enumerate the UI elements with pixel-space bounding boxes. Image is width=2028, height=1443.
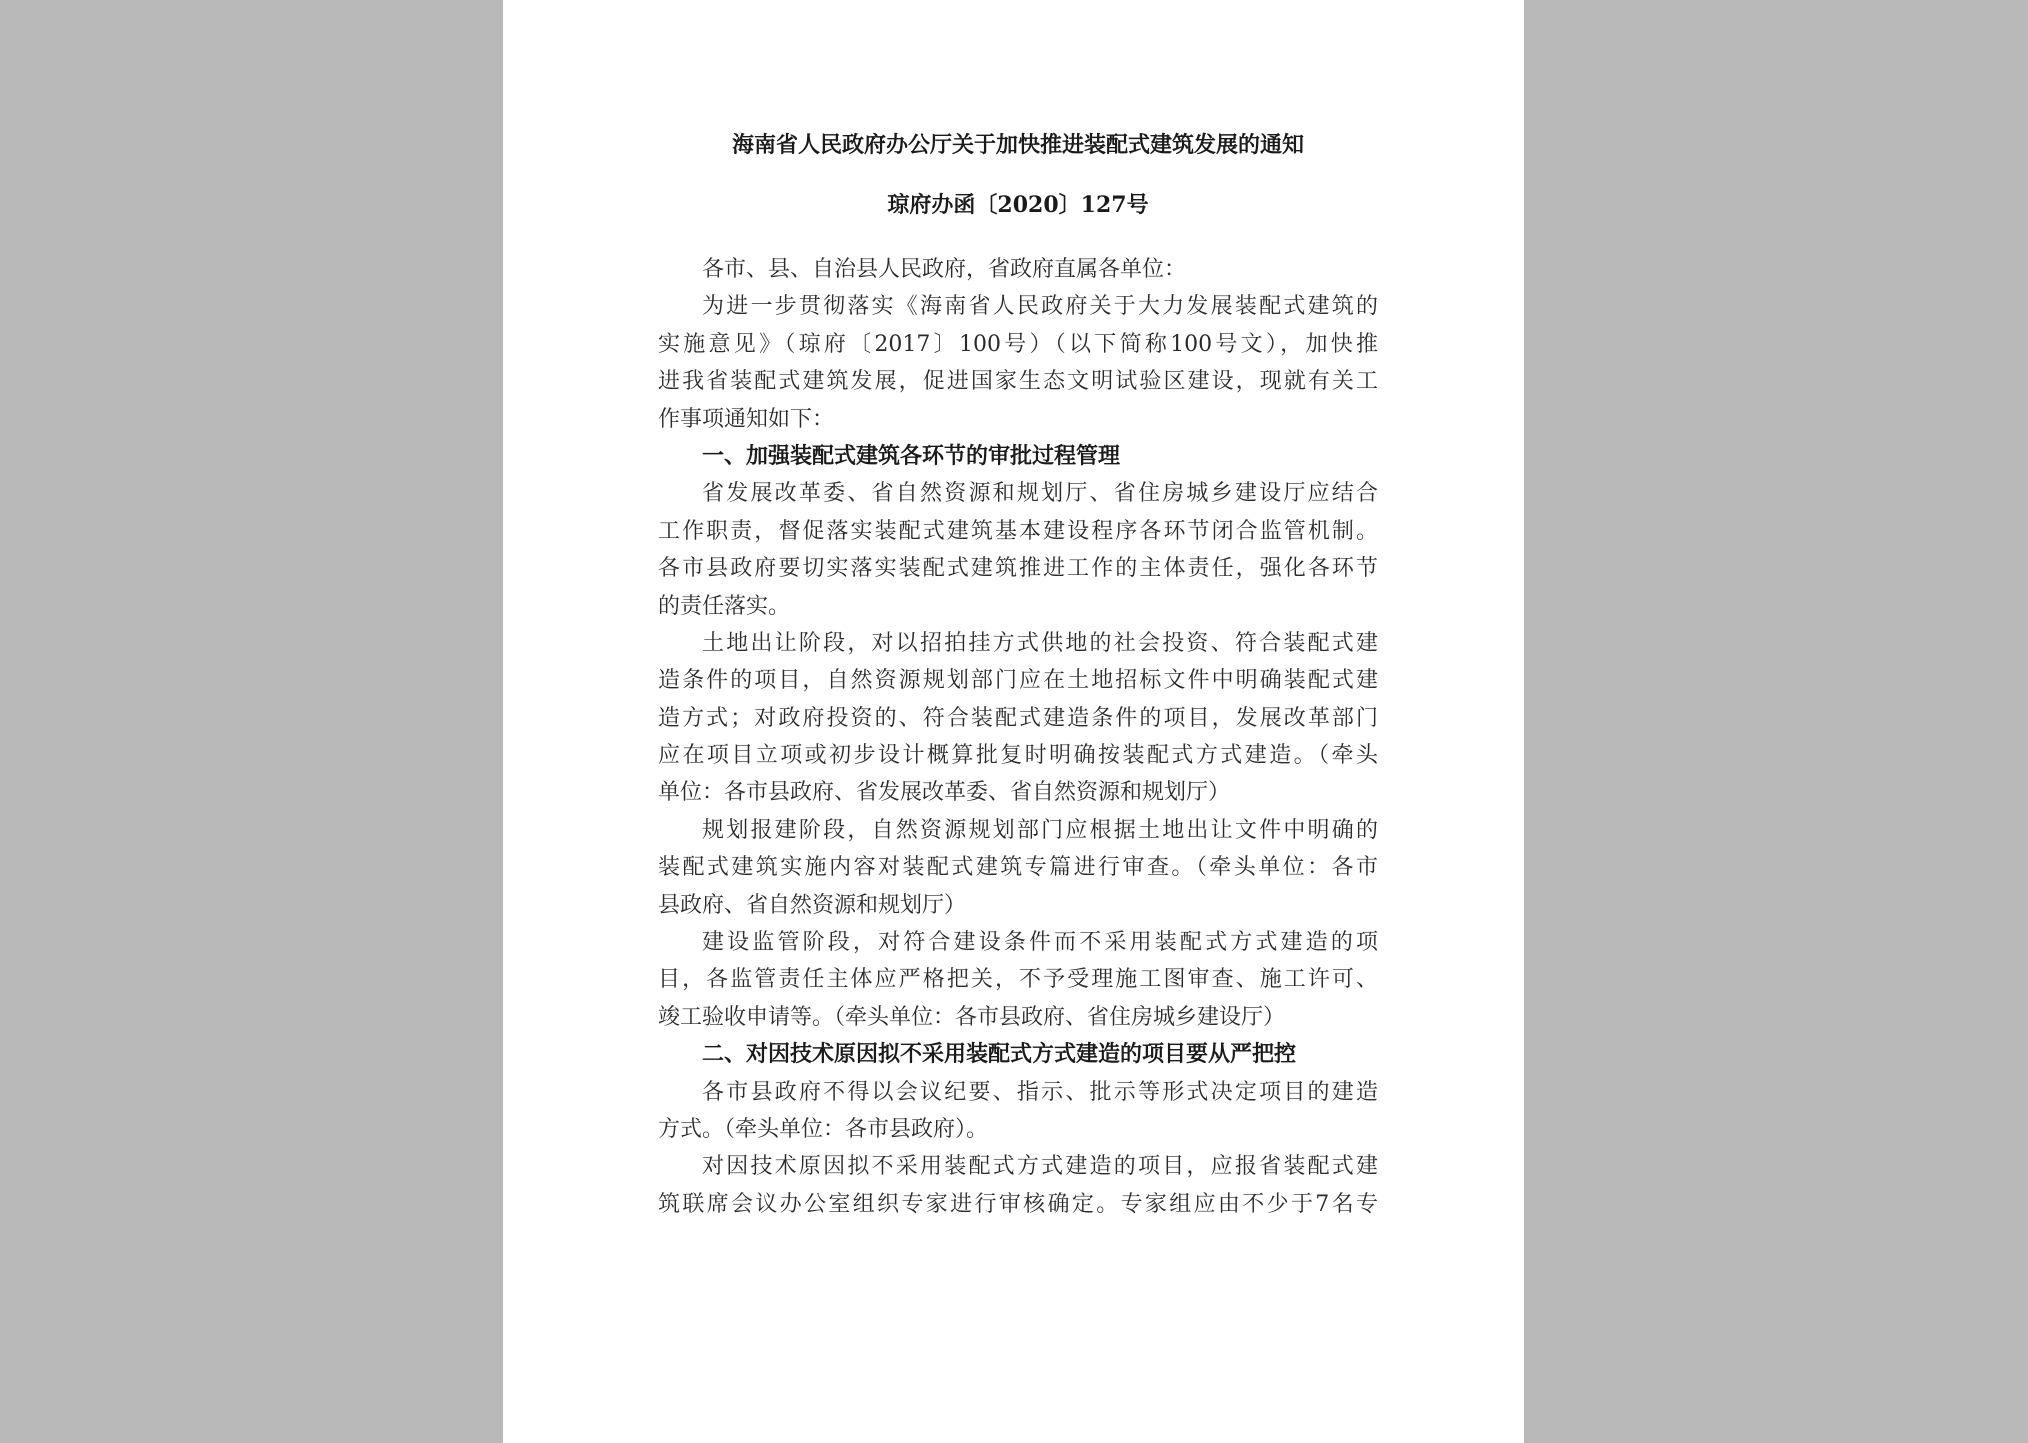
text-line: 作事项通知如下： xyxy=(658,406,835,432)
text-line: 土地出让阶段，对以招拍挂方式供地的社会投资、符合装配式建 xyxy=(702,630,1378,656)
document-page xyxy=(503,0,1524,1443)
text-line: 为进一步贯彻落实《海南省人民政府关于大力发展装配式建筑的 xyxy=(702,294,1378,320)
document-number: 琼府办函〔2020〕127号 xyxy=(887,192,1149,218)
text-line: 装配式建筑实施内容对装配式建筑专篇进行审查。（牵头单位：各市 xyxy=(658,855,1378,881)
text-line: 省发展改革委、省自然资源和规划厅、省住房城乡建设厅应结合 xyxy=(702,481,1378,507)
document-title: 海南省人民政府办公厅关于加快推进装配式建筑发展的通知 xyxy=(731,132,1304,158)
text-line: 建设监管阶段，对符合建设条件而不采用装配式方式建造的项 xyxy=(702,930,1378,956)
text-line: 各市县政府要切实落实装配式建筑推进工作的主体责任，强化各环节 xyxy=(658,556,1378,582)
text-line: 造方式；对政府投资的、符合装配式建造条件的项目，发展改革部门 xyxy=(658,705,1378,731)
text-line: 各市县政府不得以会议纪要、指示、批示等形式决定项目的建造 xyxy=(702,1079,1378,1105)
text-line: 方式。（牵头单位：各市县政府）。 xyxy=(658,1116,989,1142)
document-body xyxy=(658,251,1378,1223)
text-line: 单位：各市县政府、省发展改革委、省自然资源和规划厅） xyxy=(658,780,1231,806)
text-line: 的责任落实。 xyxy=(658,593,791,619)
section-heading: 一、加强装配式建筑各环节的审批过程管理 xyxy=(702,442,1121,469)
text-line: 进我省装配式建筑发展，促进国家生态文明试验区建设，现就有关工 xyxy=(658,369,1378,395)
text-line: 目，各监管责任主体应严格把关，不予受理施工图审查、施工许可、 xyxy=(658,967,1378,993)
text-line: 工作职责，督促落实装配式建筑基本建设程序各环节闭合监管机制。 xyxy=(658,518,1378,544)
text-line: 筑联席会议办公室组织专家进行审核确定。专家组应由不少于7名专 xyxy=(658,1191,1378,1217)
text-line: 各市、县、自治县人民政府，省政府直属各单位： xyxy=(702,257,1187,282)
text-line: 竣工验收申请等。（牵头单位：各市县政府、省住房城乡建设厅） xyxy=(658,1004,1286,1030)
text-line: 造条件的项目，自然资源规划部门应在土地招标文件中明确装配式建 xyxy=(658,668,1378,694)
page-content xyxy=(658,125,1378,1223)
section-heading: 二、对因技术原因拟不采用装配式方式建造的项目要从严把控 xyxy=(702,1041,1297,1068)
text-line: 县政府、省自然资源和规划厅） xyxy=(658,892,967,918)
text-line: 规划报建阶段，自然资源规划部门应根据土地出让文件中明确的 xyxy=(702,817,1378,843)
text-line: 应在项目立项或初步设计概算批复时明确按装配式方式建造。（牵头 xyxy=(658,743,1378,769)
text-line: 实施意见》（琼府〔2017〕100号）（以下简称100号文），加快推 xyxy=(658,331,1378,357)
text-line: 对因技术原因拟不采用装配式方式建造的项目，应报省装配式建 xyxy=(702,1154,1378,1180)
